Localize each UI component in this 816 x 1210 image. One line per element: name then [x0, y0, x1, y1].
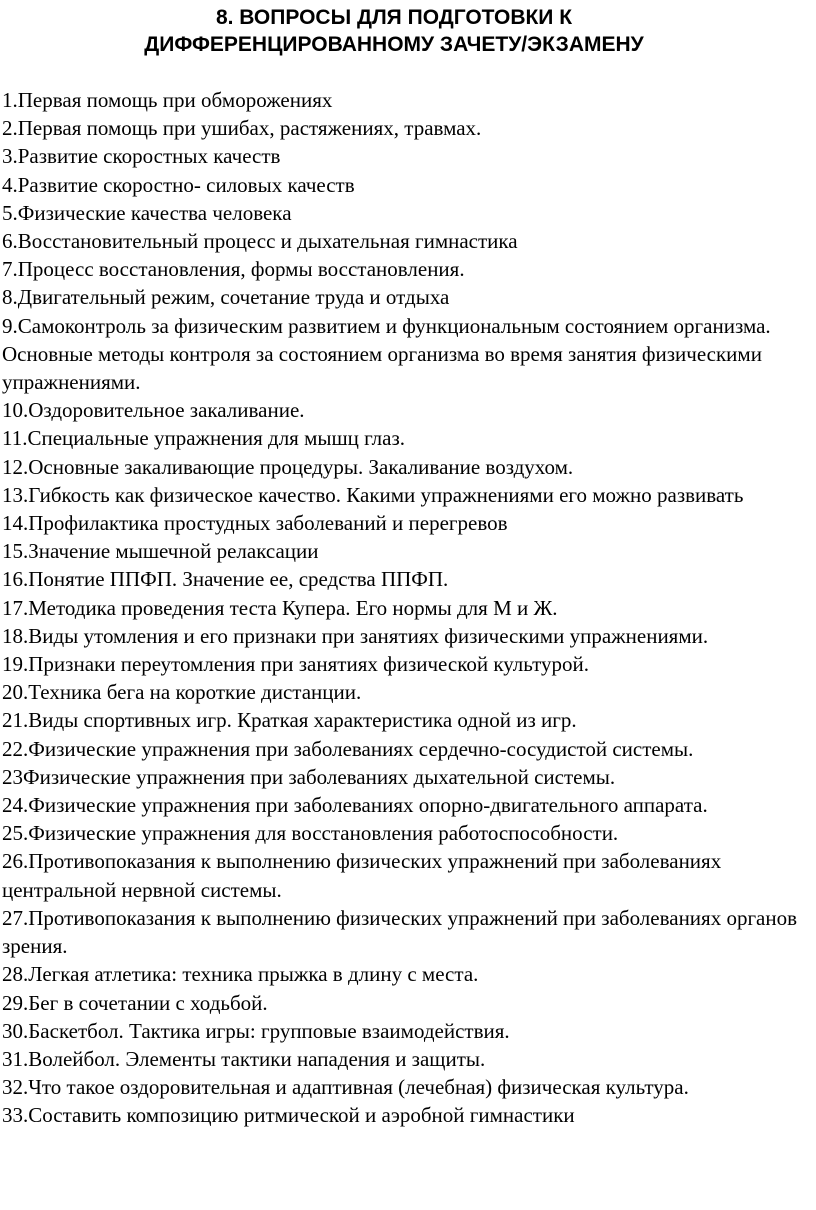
question-item: 14.Профилактика простудных заболеваний и перегревов	[2, 511, 508, 536]
question-item: 1.Первая помощь при обморожениях	[2, 88, 333, 112]
question-item: 26.Противопоказания к выполнению физических упражнений при заболеваниях центральной нервной системы.	[2, 849, 722, 902]
question-item: 22.Физические упражнения при заболеваниях сердечно-сосудистой системы.	[2, 736, 694, 761]
question-item: 4.Развитие скоростно- силовых качеств	[2, 172, 355, 197]
question-item: 7.Процесс восстановления, формы восстановления.	[2, 257, 465, 282]
question-item: 5.Физические качества человека	[2, 200, 292, 225]
question-item: 17.Методика проведения теста Купера. Его нормы для М и Ж.	[2, 595, 558, 620]
question-item: 28.Легкая атлетика: техника прыжка в длину с места.	[2, 962, 479, 987]
question-item: 21.Виды спортивных игр. Краткая характеристика одной из игр.	[2, 708, 577, 733]
question-item: 10.Оздоровительное закаливание.	[2, 398, 305, 423]
question-item: 8.Двигательный режим, сочетание труда и отдыха	[2, 285, 450, 310]
question-item: 20.Техника бега на короткие дистанции.	[2, 680, 362, 705]
title-line-1: 8. ВОПРОСЫ ДЛЯ ПОДГОТОВКИ К	[215, 6, 573, 29]
question-item: 2.Первая помощь при ушибах, растяжениях, травмах.	[2, 116, 482, 141]
question-item: 23Физические упражнения при заболеваниях дыхательной системы.	[2, 764, 616, 789]
questions-list	[2, 86, 810, 1130]
question-item: 27.Противопоказания к выполнению физических упражнений при заболеваниях органов зрения.	[2, 905, 798, 959]
question-item: 13.Гибкость как физическое качество. Какими упражнениями его можно развивать	[2, 482, 744, 507]
question-item: 19.Признаки переутомления при занятиях физической культурой.	[2, 652, 589, 677]
question-item: 32.Что такое оздоровительная и адаптивная (лечебная) физическая культура.	[2, 1075, 689, 1100]
question-item: 31.Волейбол. Элементы тактики нападения и защиты.	[2, 1046, 486, 1071]
question-item: 15.Значение мышечной релаксации	[2, 539, 319, 564]
question-item: 9.Самоконтроль за физическим развитием и функциональным состоянием организма. Основные методы контроля за состоянием организма во время занятия физическими упражнениями.	[2, 313, 771, 395]
title-line-2: ДИФФЕРЕНЦИРОВАННОМУ ЗАЧЕТУ/ЭКЗАМЕНУ	[144, 33, 644, 56]
document-title	[2, 4, 810, 58]
question-item: 29.Бег в сочетании с ходьбой.	[2, 990, 268, 1015]
question-item: 12.Основные закаливающие процедуры. Закаливание воздухом.	[2, 454, 574, 479]
question-item: 30.Баскетбол. Тактика игры: групповые взаимодействия.	[2, 1018, 510, 1043]
question-item: 11.Специальные упражнения для мышц глаз.	[2, 426, 406, 451]
question-item: 16.Понятие ППФП. Значение ее, средства ППФП.	[2, 567, 449, 592]
question-item: 3.Развитие скоростных качеств	[2, 144, 281, 169]
question-item: 6.Восстановительный процесс и дыхательная гимнастика	[2, 229, 518, 254]
question-item: 24.Физические упражнения при заболеваниях опорно-двигательного аппарата.	[2, 793, 708, 818]
question-item: 18.Виды утомления и его признаки при занятиях физическими упражнениями.	[2, 623, 709, 648]
question-item: 33.Составить композицию ритмической и аэробной гимнастики	[2, 1103, 575, 1128]
question-item: 25.Физические упражнения для восстановления работоспособности.	[2, 821, 619, 846]
